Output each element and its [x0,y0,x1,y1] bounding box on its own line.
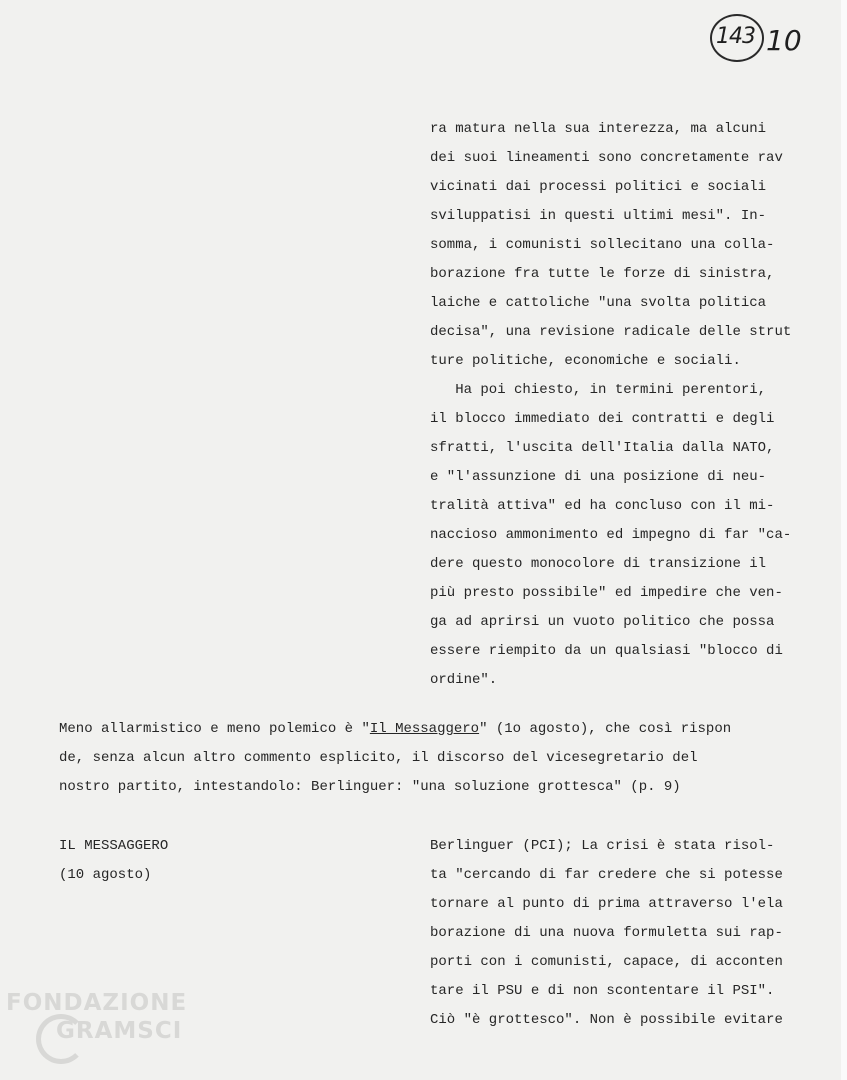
page-number [708,12,828,62]
watermark-line2: GRAMSCI [56,1018,183,1044]
text-line: ordine". [430,672,498,688]
text-line: il blocco immediato dei contratti e degli [430,411,775,427]
text-line: borazione fra tutte le forze di sinistra, [430,266,775,282]
text-line: porti con i comunisti, capace, di acconten [430,954,783,970]
text-line: ra matura nella sua interezza, ma alcuni [430,121,767,137]
text-line: borazione di una nuova formuletta sui rap- [430,925,783,941]
text-line: più presto possibile" ed impedire che ven- [430,585,783,601]
text-line: sfratti, l'uscita dell'Italia dalla NATO, [430,440,775,456]
text-segment: " (1o agosto), che così rispon [479,721,732,737]
text-line: Ciò "è grottesco". Non è possibile evitare [430,1012,783,1028]
text-line: Berlinguer (PCI); La crisi è stata risol- [430,838,775,854]
text-line: dere questo monocolore di transizione il [430,556,767,572]
watermark-line1: FONDAZIONE [6,990,188,1016]
newspaper-title: Il Messaggero [369,721,480,737]
text-line: vicinati dai processi politici e sociali [430,179,767,195]
text-segment: Meno allarmistico e meno polemico è " [59,721,370,737]
text-line: dei suoi lineamenti sono concretamente rav [430,150,783,166]
page-number-plain: 10 [766,24,802,57]
page-edge [841,0,847,1080]
text-line: laiche e cattoliche "una svolta politica [430,295,767,311]
text-line-title [59,719,731,739]
text-line: tornare al punto di prima attraverso l'ela [430,896,783,912]
text-line: tare il PSU e di non scontentare il PSI". [430,983,775,999]
text-line: decisa", una revisione radicale delle strut [430,324,792,340]
text-line: ta "cercando di far credere che si potesse [430,867,783,883]
text-line: tralità attiva" ed ha concluso con il mi- [430,498,775,514]
text-line: naccioso ammonimento ed impegno di far "ca- [430,527,792,543]
text-line: de, senza alcun altro commento esplicito, il discorso del vicesegretario del [59,750,698,766]
source-name: IL MESSAGGERO [59,838,169,854]
text-line: somma, i comunisti sollecitano una colla- [430,237,775,253]
text-line: e "l'assunzione di una posizione di neu- [430,469,767,485]
text-line: ga ad aprirsi un vuoto politico che possa [430,614,775,630]
watermark-logo [6,990,216,1070]
text-line: nostro partito, intestandolo: Berlinguer: "una soluzione grottesca" (p. 9) [59,779,681,795]
text-line: Ha poi chiesto, in termini perentori, [430,382,767,398]
page-number-circled: 143 [716,24,755,49]
text-line: essere riempito da un qualsiasi "blocco di [430,643,783,659]
source-date: (10 agosto) [59,867,152,883]
text-line: ture politiche, economiche e sociali. [430,353,741,369]
text-line: sviluppatisi in questi ultimi mesi". In- [430,208,767,224]
